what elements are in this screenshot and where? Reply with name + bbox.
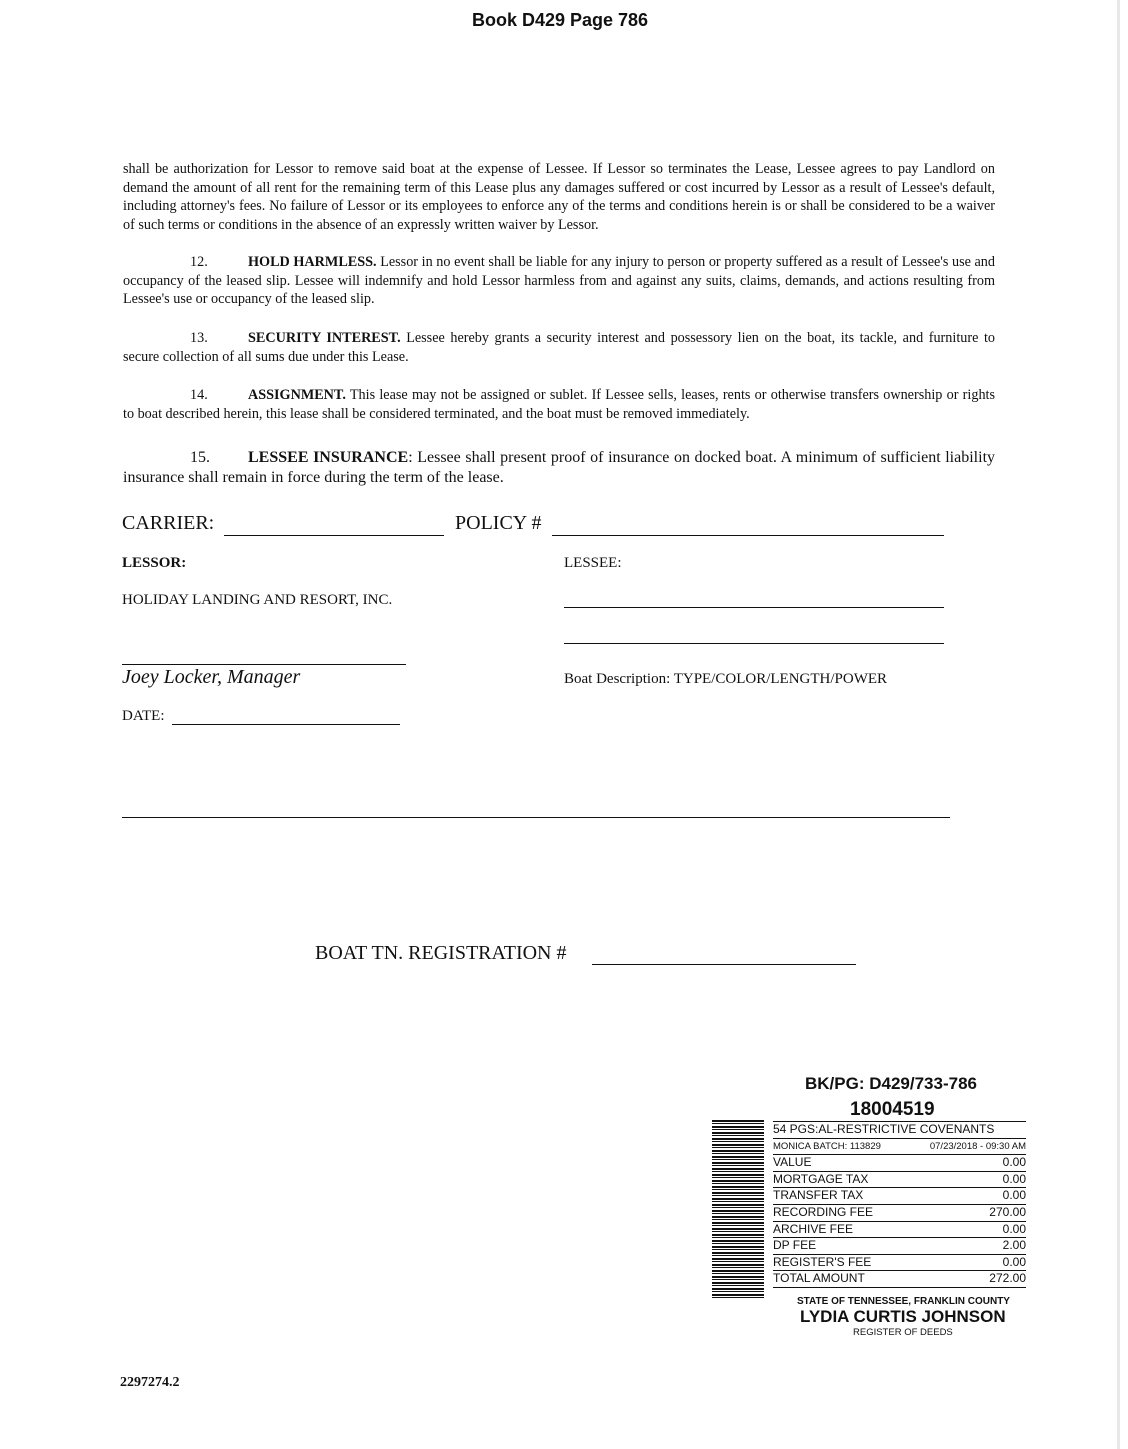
paragraph-text: This lease may not be assigned or sublet. If Lessee sells, leases, rents or otherwise transfers ownership or rights to boat described herein, this lease shall be considered terminated, and the boat must be removed immediately. (123, 387, 995, 422)
fee-value: 0.00 (1002, 1188, 1026, 1203)
lessee-label: LESSEE: (564, 555, 622, 571)
paragraph-text: : Lessee shall present proof of insurance on docked boat. A minimum of sufficient liability insurance shall remain in force during the term of the lease. (123, 449, 996, 486)
fee-label: TOTAL AMOUNT (773, 1271, 865, 1286)
fee-table (773, 1121, 1026, 1288)
fee-label: MONICA BATCH: 113829 (773, 1140, 881, 1152)
paragraph-text: Lessee hereby grants a security interest and possessory lien on the boat, its tackle, and furniture to secure collection of all sums due under this Lease. (123, 330, 995, 365)
policy-field[interactable] (552, 535, 944, 536)
document-id: 2297274.2 (120, 1375, 180, 1390)
fee-label: ARCHIVE FEE (773, 1221, 854, 1236)
fee-row (773, 1121, 1026, 1139)
fee-row (773, 1271, 1026, 1288)
paragraph-number: 12. (190, 254, 208, 270)
stamp-instrument-number: 18004519 (850, 1099, 935, 1120)
fee-row (773, 1255, 1026, 1272)
fee-value: 07/23/2018 - 09:30 AM (929, 1140, 1026, 1152)
lessor-label: LESSOR: (122, 555, 187, 571)
carrier-field[interactable] (224, 535, 444, 536)
paragraph-text: Lessor in no event shall be liable for any injury to person or property suffered as a result of Lessee's use and occupancy of the leased slip. Lessee will indemnify and hold Lessor harmless from and against any suits, claims, demands, and actions resulting from Lessee's use or occupancy of the leased slip. (123, 254, 995, 308)
barcode-image (712, 1120, 764, 1298)
fee-value: 0.00 (1002, 1254, 1026, 1269)
boat-description-label: Boat Description: TYPE/COLOR/LENGTH/POWER (564, 671, 888, 687)
fee-label: 54 PGS:AL-RESTRICTIVE COVENANTS (773, 1122, 995, 1136)
lessee-line-2[interactable] (564, 643, 944, 644)
book-page-header: Book D429 Page 786 (471, 10, 649, 30)
fee-value: 0.00 (1002, 1155, 1026, 1170)
paragraph-13 (123, 329, 995, 366)
paragraph-12 (123, 253, 995, 309)
fee-row (773, 1238, 1026, 1255)
fee-label: MORTGAGE TAX (773, 1171, 869, 1186)
paragraph-11-continued: shall be authorization for Lessor to remove said boat at the expense of Lessee. If Lessor so terminates the Lease, Lessee agrees to pay Landlord on demand the amount of all rent for the remaining term of this Lease plus any damages suffered or cost incurred by Lessor as a result of Lessee's default, including attorney's fees. No failure of Lessor or its employees to enforce any of the terms and conditions herein is or shall be considered to be a waiver of such terms or conditions in the absence of an expressly written waiver by Lessor. (123, 161, 995, 233)
fee-label: REGISTER'S FEE (773, 1254, 872, 1269)
boat-description-field[interactable] (122, 817, 950, 818)
registration-field[interactable] (592, 964, 856, 965)
stamp-register-name: LYDIA CURTIS JOHNSON (800, 1307, 1006, 1326)
fee-value: 0.00 (1002, 1221, 1026, 1236)
fee-row (773, 1155, 1026, 1172)
fee-value: 0.00 (1002, 1171, 1026, 1186)
paragraph-title: SECURITY INTEREST. (248, 330, 401, 346)
paragraph-title: HOLD HARMLESS. (248, 254, 377, 270)
stamp-state-county: STATE OF TENNESSEE, FRANKLIN COUNTY (797, 1296, 1010, 1307)
lessee-line-1[interactable] (564, 607, 944, 608)
fee-row (773, 1139, 1026, 1156)
lessor-signature-line[interactable] (122, 664, 406, 665)
fee-row (773, 1188, 1026, 1205)
fee-label: DP FEE (773, 1238, 817, 1253)
paragraph-title: ASSIGNMENT. (248, 387, 346, 403)
paragraph-title: LESSEE INSURANCE (248, 449, 409, 466)
fee-value: 272.00 (989, 1271, 1026, 1286)
fee-value: 2.00 (1002, 1238, 1026, 1253)
date-field[interactable] (172, 724, 400, 725)
policy-label: POLICY # (455, 512, 542, 534)
paragraph-number: 14. (190, 387, 208, 403)
stamp-book-page: BK/PG: D429/733-786 (805, 1074, 977, 1093)
fee-row (773, 1222, 1026, 1239)
fee-value: 270.00 (989, 1204, 1026, 1219)
registration-label: BOAT TN. REGISTRATION # (315, 942, 567, 964)
lessor-name: HOLIDAY LANDING AND RESORT, INC. (122, 592, 393, 608)
paragraph-number: 15. (190, 449, 210, 466)
carrier-label: CARRIER: (122, 512, 215, 534)
fee-row (773, 1172, 1026, 1189)
fee-row (773, 1205, 1026, 1222)
signer-name: Joey Locker, Manager (122, 666, 301, 688)
fee-label: VALUE (773, 1155, 812, 1170)
stamp-register-title: REGISTER OF DEEDS (853, 1327, 953, 1338)
paragraph-14 (123, 386, 995, 423)
paragraph-number: 13. (190, 330, 208, 346)
paragraph-15 (123, 448, 995, 488)
date-label: DATE: (122, 708, 165, 724)
fee-label: RECORDING FEE (773, 1204, 874, 1219)
fee-label: TRANSFER TAX (773, 1188, 864, 1203)
